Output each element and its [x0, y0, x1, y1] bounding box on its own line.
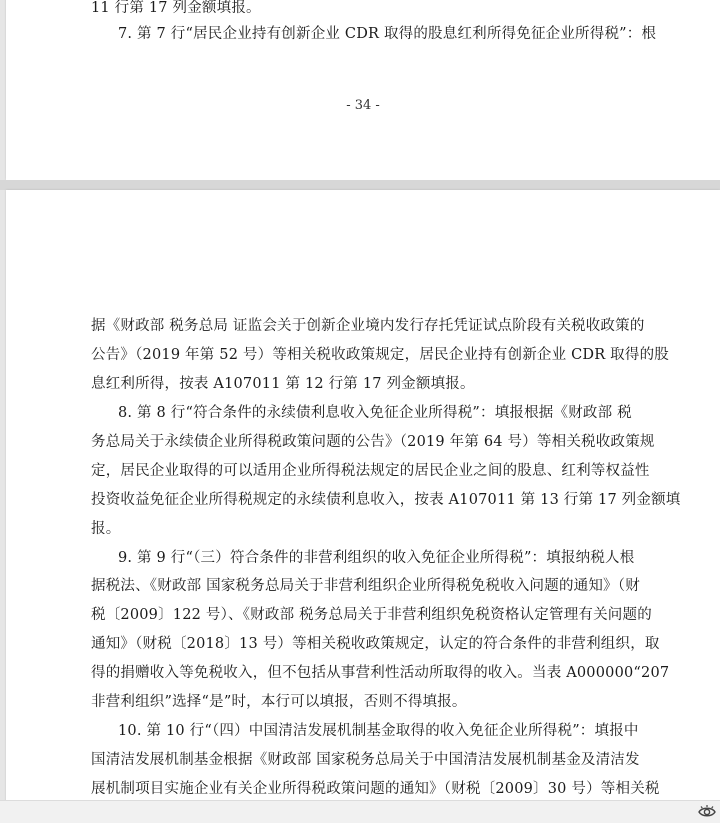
- page-34: [6, 0, 720, 180]
- text-line: 据税法、《财政部 国家税务总局关于非营利组织企业所得税免税收入问题的通知》（财: [91, 578, 640, 594]
- text-line: 税〔2009〕122 号）、《财政部 税务总局关于非营利组织免税资格认定管理有关问题的: [91, 607, 652, 623]
- text-line: 非营利组织”选择“是”时，本行可以填报，否则不得填报。: [91, 694, 467, 710]
- text-line: 务总局关于永续债企业所得税政策问题的公告》（2019 年第 64 号）等相关税收政策规: [91, 434, 655, 450]
- text-line: 10. 第 10 行“（四）中国清洁发展机制基金取得的收入免征企业所得税”：填报中: [118, 723, 639, 739]
- text-line: 8. 第 8 行“符合条件的永续债利息收入免征企业所得税”：填报根据《财政部 税: [118, 405, 632, 421]
- page-gap: [0, 180, 720, 190]
- text-line: 11 行第 17 列金额填报。: [91, 0, 261, 16]
- text-line: 展机制项目实施企业有关企业所得税政策问题的通知》（财税〔2009〕30 号）等相关税: [91, 781, 660, 797]
- eye-icon[interactable]: [698, 803, 716, 821]
- text-line: 得的捐赠收入等免税收入，但不包括从事营利性活动所取得的收入。当表 A000000“207: [91, 665, 670, 681]
- text-line: 投资收益免征企业所得税规定的永续债利息收入，按表 A107011 第 13 行第 17 列金额填: [91, 492, 681, 508]
- page-number: - 34 -: [346, 98, 380, 113]
- page-35: [6, 190, 720, 823]
- text-line: 通知》（财税〔2018〕13 号）等相关税收政策规定，认定的符合条件的非营利组织，取: [91, 636, 660, 652]
- text-line: 据《财政部 税务总局 证监会关于创新企业境内发行存托凭证试点阶段有关税收政策的: [91, 318, 645, 334]
- text-line: 定，居民企业取得的可以适用企业所得税法规定的居民企业之间的股息、红利等权益性: [91, 463, 650, 479]
- text-line: 息红利所得，按表 A107011 第 12 行第 17 列金额填报。: [91, 376, 475, 392]
- text-line: 公告》（2019 年第 52 号）等相关税收政策规定，居民企业持有创新企业 CDR 取得的股: [91, 347, 669, 363]
- text-line: 7. 第 7 行“居民企业持有创新企业 CDR 取得的股息红利所得免征企业所得税”：根: [118, 26, 657, 42]
- text-line: 国清洁发展机制基金根据《财政部 国家税务总局关于中国清洁发展机制基金及清洁发: [91, 752, 640, 768]
- status-bar: [0, 800, 720, 823]
- text-line: 报。: [91, 521, 121, 537]
- text-line: 9. 第 9 行“（三）符合条件的非营利组织的收入免征企业所得税”：填报纳税人根: [118, 550, 635, 566]
